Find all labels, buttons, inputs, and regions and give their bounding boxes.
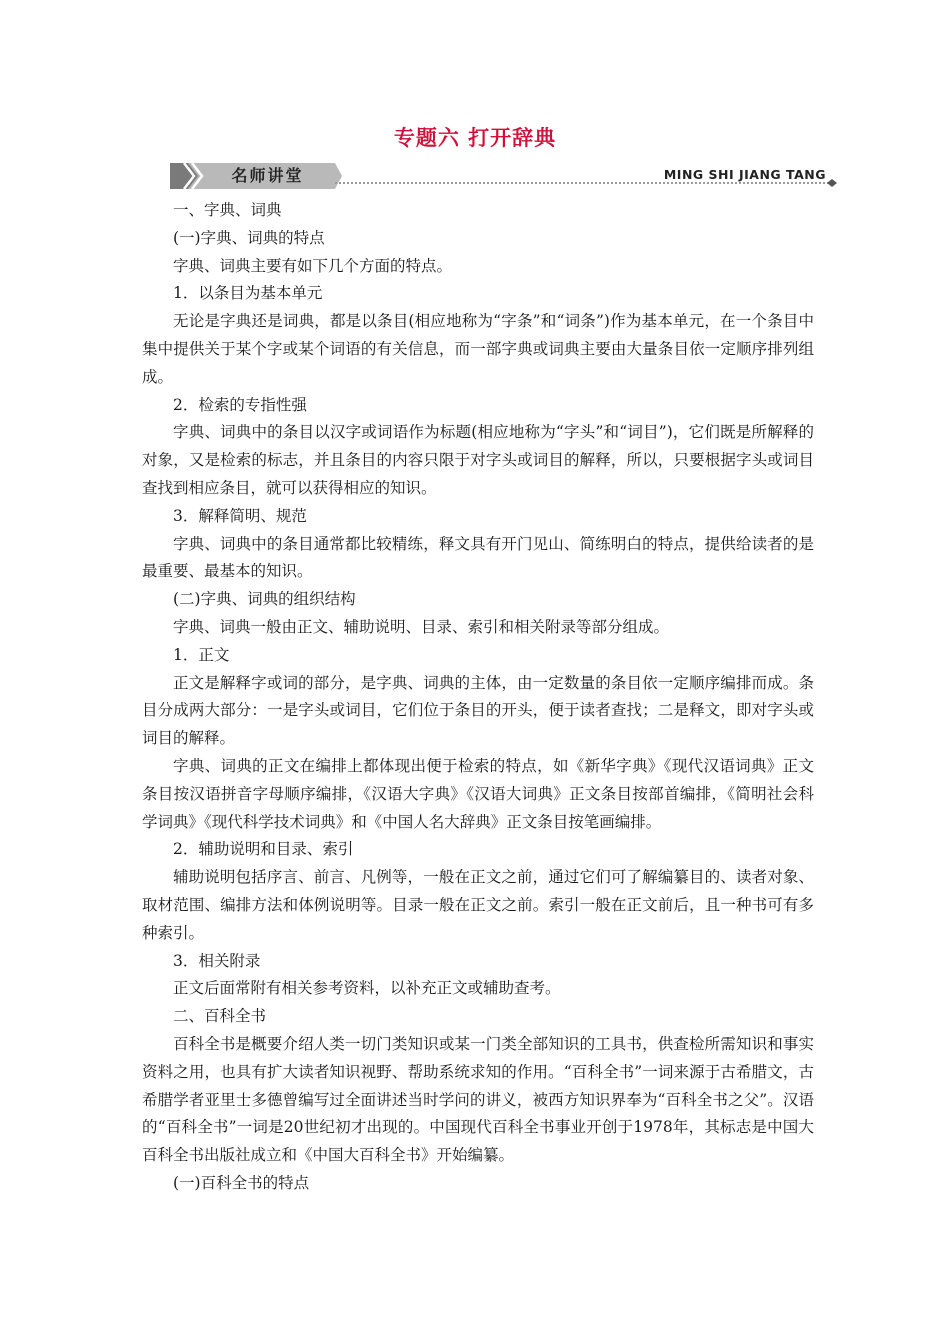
subheading: (一)百科全书的特点	[173, 1173, 310, 1192]
subheading: (二)字典、词典的组织结构	[173, 590, 356, 609]
list-heading: 1．正文	[173, 645, 230, 664]
banner-label: 名师讲堂	[231, 166, 304, 185]
paragraph: 无论是字典还是词典，都是以条目(相应地称为“字条”和“词条”)作为基本单元，在一个条目中集中提供关于某个字或某个词语的有关信息，而一部字典或词典主要由大量条目依一定顺序排列组成。	[142, 312, 814, 386]
paragraph: 字典、词典中的条目通常都比较精练，释文具有开门见山、简练明白的特点，提供给读者的是最重要、最基本的知识。	[142, 534, 814, 581]
list-heading: 3．解释简明、规范	[173, 506, 307, 525]
heading-1: 一、字典、词典	[173, 201, 282, 219]
body-text	[142, 197, 814, 1198]
paragraph: 字典、词典一般由正文、辅助说明、目录、索引和相关附录等部分组成。	[173, 617, 670, 636]
section-banner	[170, 163, 840, 189]
paragraph: 字典、词典的正文在编排上都体现出便于检索的特点，如《新华字典》《现代汉语词典》正文条目按汉语拼音字母顺序编排，《汉语大字典》《汉语大词典》正文条目按部首编排，《简明社会科学词典》《现代科学技术词典》和《中国人名大辞典》正文条目按笔画编排。	[142, 756, 814, 831]
heading-1: 二、百科全书	[173, 1007, 267, 1026]
page-title: 专题六 打开辞典	[393, 126, 557, 150]
paragraph: 百科全书是概要介绍人类一切门类知识或某一门类全部知识的工具书，供查检所需知识和事实资料之用，也具有扩大读者知识视野、帮助系统求知的作用。“百科全书”一词来源于古希腊文，古希腊学者亚里士多德曾编写过全面讲述当时学问的讲义，被西方知识界奉为“百科全书之父”。汉语的“百科全书”一词是20世纪初才出现的。中国现代百科全书事业开创于1978年，其标志是中国大百科全书出版社成立和《中国大百科全书》开始编纂。	[142, 1034, 814, 1165]
list-heading: 2．辅助说明和目录、索引	[173, 840, 354, 859]
paragraph: 字典、词典中的条目以汉字或词语作为标题(相应地称为“字头”和“词目”)，它们既是所解释的对象，又是检索的标志，并且条目的内容只限于对字头或词目的解释，所以，只要根据字头或词目查找到相应条目，就可以获得相应的知识。	[142, 423, 814, 497]
paragraph: 正文后面常附有相关参考资料，以补充正文或辅助查考。	[173, 979, 561, 998]
list-heading: 2．检索的专指性强	[173, 395, 307, 414]
subheading: (一)字典、词典的特点	[173, 228, 325, 247]
banner-pinyin: MING SHI JIANG TANG	[663, 167, 826, 182]
paragraph: 字典、词典主要有如下几个方面的特点。	[173, 256, 453, 275]
list-heading: 3．相关附录	[173, 951, 261, 970]
paragraph: 辅助说明包括序言、前言、凡例等，一般在正文之前，通过它们可了解编纂目的、读者对象、取材范围、编排方法和体例说明等。目录一般在正文之前。索引一般在正文前后，且一种书可有多种索引。	[142, 868, 814, 942]
paragraph: 正文是解释字或词的部分，是字典、词典的主体，由一定数量的条目依一定顺序编排而成。条目分成两大部分：一是字头或词目，它们位于条目的开头，便于读者查找；二是释文，即对字头或词目的解释。	[142, 673, 814, 748]
list-heading: 1．以条目为基本单元	[173, 284, 323, 303]
